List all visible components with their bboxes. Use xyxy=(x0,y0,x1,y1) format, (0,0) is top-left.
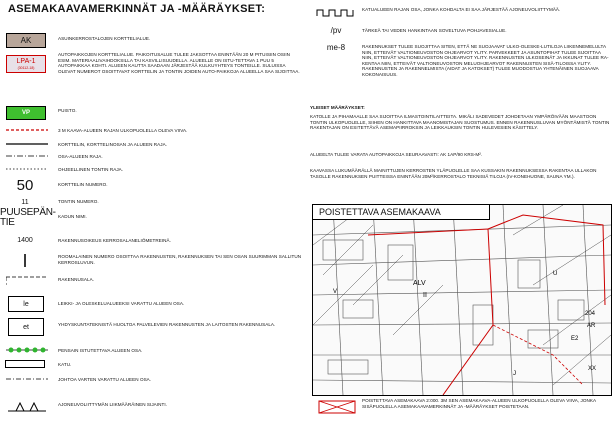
legend-text-lpa: AUTOPAIKKOJEN KORTTELIALUE. PAIKOITUSALUE TULEE JAKSOTTAA ENINTÄÄN 20 M PITUISIIN OSIIN ESIM. MATERIAALIVAIHDOKSILLA TAI KASVILLISUUDELLA. ALUEELLE ON ISTU-TETTAVA 1 PUU 5 AUTOPAIKKAA KOHTI. ALUEEN KAUTTA SAADAAN JÄRJESTÄÄ KULKUYHTEYS TONTEILLE. SULUISSA OLEVAT NUMEROT OSOITTAVAT KORTTELIN JA TONTIN JOIDEN AUTO-PAIKKOJA ALUEELLA SAA SIJOITTAA. xyxy=(58,52,300,74)
building-area-symbol xyxy=(6,274,48,286)
legend-text-street: KADUN NIMI. xyxy=(58,214,87,219)
map-label-e2: E2 xyxy=(571,336,579,342)
vp-symbol-label: VP xyxy=(21,110,30,116)
et-symbol-label: et xyxy=(23,323,29,331)
map-banner: POISTETTAVA ASEMAKAAVA xyxy=(312,204,490,220)
ak-symbol-label: AK xyxy=(20,36,32,45)
plot-number-value: 11 xyxy=(21,198,29,206)
street-symbol xyxy=(4,359,46,369)
lpa-symbol-label: LPA-1 xyxy=(16,58,36,65)
map-legend-text: POISTETTAVA ASEMAKAAVA 2:000. 3M SEN ASEMAKAAVA-ALUEEN ULKOPUOLELLA OLEVA VIIVA, JONKA SISÄPUOLELLA ASEMAKAAVAMERKINNÄT JA -MÄÄRÄYKSET POISTETAAN. xyxy=(362,398,596,409)
general-para-2: ALUEELTA TULEE VARATA AUTOPAIKKOJA SEURAAVASTI: AK 1AP/90 KRS-M². xyxy=(310,152,483,157)
me8-symbol xyxy=(314,42,358,52)
legend-text-no-access: KATUALUEEN RAJAN OSA, JONKA KOHDALTA EI SAA JÄRJESTÄÄ AJONEUVOLIITTYMÄÄ. xyxy=(362,7,561,12)
plot-number-symbol xyxy=(4,197,46,207)
map-label-v: V xyxy=(333,289,338,295)
plot-boundary-symbol xyxy=(6,165,48,173)
legend-text-buildright: RAKENNUSOIKEUS KERROSALANELIÖMETREINÄ. xyxy=(58,238,171,243)
floor-count-symbol xyxy=(4,251,46,271)
map-label-alv: ALV xyxy=(413,280,426,287)
legend-text-3m: 3 M KAAVA-ALUEEN RAJAN ULKOPUOLELLA OLEVA VIIVA. xyxy=(58,128,188,133)
block-number-symbol xyxy=(4,176,46,194)
legend-text-vp: PUISTO. xyxy=(58,108,77,113)
removed-plan-symbol xyxy=(318,400,356,414)
map-label-xx: XX xyxy=(588,366,597,372)
et-symbol xyxy=(8,318,44,336)
building-right-value: 1400 xyxy=(17,236,33,244)
pv-symbol-label: /pv xyxy=(330,25,342,35)
le-symbol-label: le xyxy=(23,300,29,308)
building-right-symbol xyxy=(4,235,46,245)
street-name-symbol: PUUSEPÄN-TIE xyxy=(0,207,56,228)
subarea-boundary-symbol xyxy=(6,152,48,160)
lpa-symbol xyxy=(6,55,46,73)
legend-text-le: LEIKKI- JA OLESKELUALUEEKSI VARATTU ALUEEN OSA. xyxy=(58,301,185,306)
legend-text-me8: RAKENNUKSET TULEE SUOJITTAA SITEN, ETTÄ NE SUOJAAVAT ULKO-OLESKE-LUTILOJA LIIKENNEMELULTA NIIN, ETTEIVÄT VALTIONEUVOSTON OHJEARVOT YLITY. PARVEKKEET JA ASUNTOPIHAT TULEE SIJOITTAA NIIN, ETTEIVÄT VALTIONEUVOSTON OHJEARVOT YLITY. RAKENNUSTEN ULKOSEINÄT JA IKKUNAT TULEE RA-KENTAA NIIN, ETTEIVÄT VALTIONEUVOSTON MELUOHJEARVOT RAKENNUSTEN SISÄ-TILOISSA YLITY. RAKENNUSTEN JA RAKENNELMISTA (AIDAT JA KATOKSET) TULEE MUODOSTUA YHTENÄINEN SUOJAAVA KOKONAISUUS. xyxy=(362,44,609,77)
legend-text-subarea: OSA-ALUEEN RAJA. xyxy=(58,154,103,159)
legend-text-utility: JOHTOA VARTEN VARATTU ALUEEN OSA. xyxy=(58,377,152,382)
legend-text-blocknum: KORTTELIN NUMERO. xyxy=(58,182,108,187)
removed-plan-map xyxy=(312,204,612,396)
legend-text-block: KORTTELIN, KORTTELINOSAN JA ALUEEN RAJA. xyxy=(58,142,168,147)
map-label-j: J xyxy=(513,371,516,377)
map-label-ii: II xyxy=(423,292,427,299)
map-label-u: U xyxy=(553,271,558,277)
legend-text-plot: OHJEELLINEN TONTIN RAJA. xyxy=(58,167,124,172)
block-number-value: 50 xyxy=(16,176,34,194)
block-boundary-symbol xyxy=(6,140,48,148)
ak-symbol xyxy=(6,33,46,48)
legend-text-buildarea: RAKENNUSALA. xyxy=(58,277,95,282)
map-label-ar: AR xyxy=(587,323,596,329)
legend-text-access: AJONEUVOLIITTYMÄN LIIKMÄÄRÄINEN SIJAINTI. xyxy=(58,402,167,407)
general-heading: YLEISET MÄÄRÄYKSET: xyxy=(310,105,365,110)
le-symbol xyxy=(8,296,44,312)
page-title: ASEMAKAAVAMERKINNÄT JA -MÄÄRÄYKSET: xyxy=(8,3,266,15)
legend-text-et: YHDYSKUNTATEKNISTÄ HUOLTOA PALVELEVIEN RAKENNUSTEN JA LAITOSTEN RAKENNUSALA. xyxy=(58,322,276,327)
map-label-204: 204 xyxy=(585,311,596,317)
utility-line-symbol xyxy=(6,375,48,383)
general-para-3: KAAVASSA LUKUMÄÄRÄLLÄ MAINITTUJEN KERROSTEN YLÄPUOLELLE SAA KUSSAKIN RAKENNUKSESSA RAKENTAA ULLAKON TASOLLE RAKENNUKSEN PUITTEISSA ENINTÄÄN 20M²/KERROSTALO TEKNISIÄ TILOJA (IV-KONEHUONE, SAUNA YM.). xyxy=(310,168,597,179)
vp-symbol xyxy=(6,106,46,120)
legend-text-shrub: PENSAIN ISTUTETTAVA ALUEEN OSA. xyxy=(58,348,143,353)
me8-symbol-label: me-8 xyxy=(326,42,346,52)
legend-text-pv: TÄRKEÄ TAI VEDEN HANKINTAAN SOVELTUVA POHJAVESIALUE. xyxy=(362,28,507,33)
legend-text-street-area: KATU. xyxy=(58,362,72,367)
floor-count-value: I xyxy=(22,250,28,271)
vehicle-access-symbol xyxy=(6,397,48,413)
legend-text-ak: ASUINKERROSTALOJEN KORTTELIALUE. xyxy=(58,36,151,41)
shrub-planting-symbol xyxy=(6,345,48,355)
legend-text-floors: ROOMALAINEN NUMERO OSOITTAA RAKENNUSTEN, RAKENNUKSEN TAI SEN OSAN SUURIMMAN SALLITUN KERROSLUVUN. xyxy=(58,254,302,265)
map-drawing xyxy=(313,205,611,395)
legend-text-plotnum: TONTIN NUMERO. xyxy=(58,199,99,204)
three-m-line-symbol xyxy=(6,126,48,134)
no-access-boundary-symbol xyxy=(316,8,356,18)
general-para-1: KATOLLE JA PIHAMAALLE SAA SIJOITTAA ILMASTOINTILAITTEITA. MIKÄLI SADEVEDET JOHDETAAN YMPÄRÖIVÄÄN MAASTOON TONTIN ULKOPUOLELLE, SIIHEN ON HANKITTAVA MAANOMISTAJAN SUOSTUMUS. ENNEN RAKENNUSLUVAN MYÖNTÄMISTÄ TONTIN RAKENTAJAN ON ESITETTÄVÄ ASEMAPIIRROKSIN JA LEIKKAUKSIN TONTIN HULEVESIEN KÄSITTELY. xyxy=(310,114,610,131)
pv-symbol xyxy=(314,25,358,35)
lpa-symbol-sub: (30112-18) xyxy=(17,66,35,70)
